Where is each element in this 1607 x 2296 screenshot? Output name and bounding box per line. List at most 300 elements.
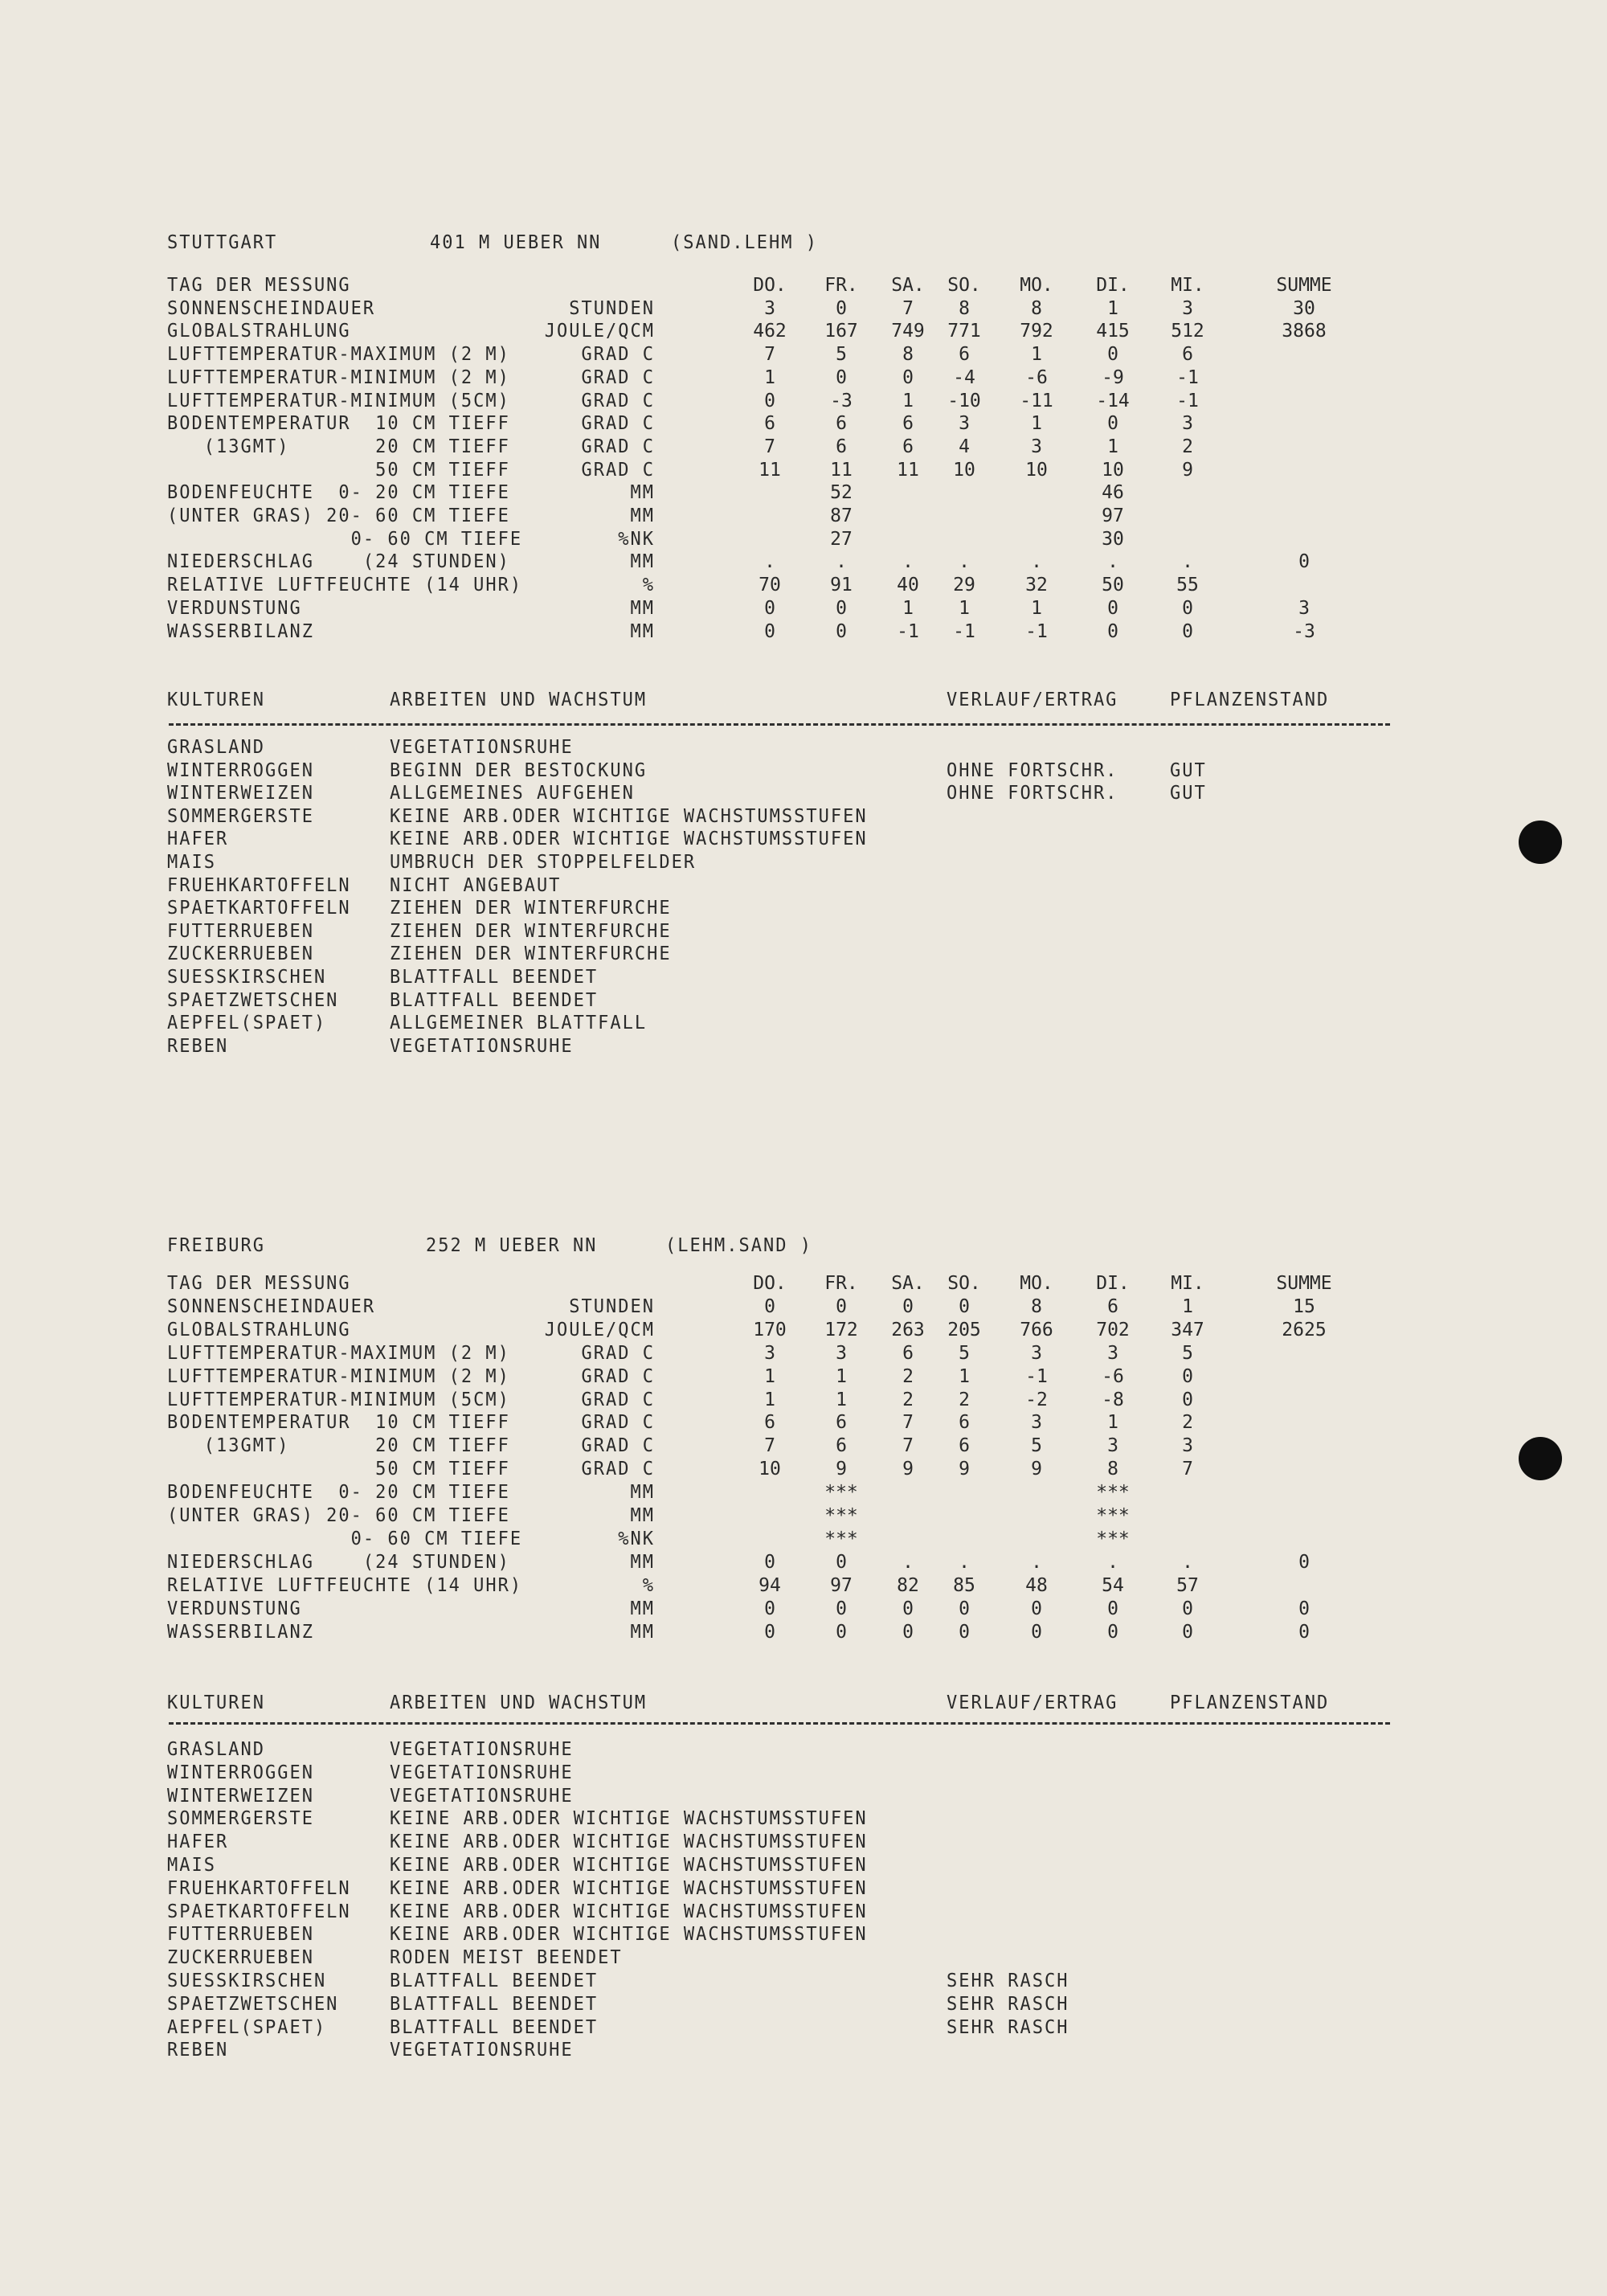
table-cell: . [1107,551,1118,573]
culture-name: GRASLAND [167,737,265,759]
table-cell: 0 [836,620,847,642]
summe-cell: 15 [1293,1295,1315,1317]
culture-work: VEGETATIONSRUHE [390,1785,574,1807]
parameter-label: LUFTTEMPERATUR-MINIMUM (5CM) [167,1389,510,1410]
summe-cell: 0 [1298,1551,1310,1573]
summe-header: SUMME [1276,1273,1332,1294]
table-cell: 0 [902,366,914,388]
table-cell: 3 [836,1342,847,1364]
table-cell: . [1182,551,1193,573]
unit-label: MM [630,620,655,642]
unit-label: GRAD C [581,1459,655,1480]
table-cell: 0 [1182,597,1193,619]
table-cell: 0 [1031,1598,1042,1619]
table-cell: 7 [764,436,775,457]
table-cell: *** [824,1482,858,1504]
culture-name: WINTERWEIZEN [167,1785,314,1807]
culture-verlauf: SEHR RASCH [947,2016,1069,2038]
culture-work: UMBRUCH DER STOPPELFELDER [390,852,697,874]
table-cell: 2 [959,1389,970,1410]
culture-work: ALLGEMEINES AUFGEHEN [390,783,635,804]
parameter-label: WASSERBILANZ [167,1621,314,1643]
table-cell: . [836,551,847,573]
table-cell: 8 [959,297,970,319]
culture-stand: GUT [1170,759,1207,781]
table-cell: 0 [1182,1598,1193,1619]
table-cell: 0 [764,1295,775,1317]
table-cell: 3 [1182,297,1193,319]
unit-label: GRAD C [581,366,655,389]
table-cell: *** [824,1505,858,1526]
parameter-label: (UNTER GRAS) 20- 60 CM TIEFE [167,505,510,527]
table-cell: 3 [1107,1342,1118,1364]
table-cell: *** [1096,1528,1130,1549]
culture-header-kulturen: KULTUREN [167,690,265,711]
table-cell: 3 [1182,413,1193,435]
table-cell: 97 [1102,505,1124,526]
parameter-label: GLOBALSTRAHLUNG [167,321,351,342]
culture-work: VEGETATIONSRUHE [390,737,574,759]
table-cell: 462 [753,321,787,342]
table-cell: 54 [1102,1574,1124,1596]
culture-name: AEPFEL(SPAET) [167,2016,327,2038]
table-cell: 702 [1096,1319,1130,1340]
station-soil: (SAND.LEHM ) [671,232,818,254]
table-cell: -10 [947,390,981,411]
table-cell: 11 [830,459,853,481]
culture-work: KEINE ARB.ODER WICHTIGE WACHSTUMSSTUFEN [390,829,868,850]
culture-work: KEINE ARB.ODER WICHTIGE WACHSTUMSSTUFEN [390,1808,868,1830]
unit-label: GRAD C [581,436,655,458]
culture-work: BLATTFALL BEENDET [390,2016,599,2038]
summe-cell: -3 [1293,620,1315,642]
day-header: FR. [824,1273,858,1294]
parameter-label: NIEDERSCHLAG (24 STUNDEN) [167,1551,510,1574]
parameter-label: RELATIVE LUFTFEUCHTE (14 UHR) [167,575,523,596]
table-cell: 8 [1107,1459,1118,1480]
table-cell: 0 [764,597,775,619]
parameter-label: WASSERBILANZ [167,620,314,642]
day-header: DI. [1096,1273,1130,1294]
table-cell: . [1107,1551,1118,1573]
table-cell: 0 [1107,1598,1118,1619]
table-cell: 8 [1031,1295,1042,1317]
station-soil: (LEHM.SAND ) [665,1235,812,1257]
table-cell: 10 [1025,459,1048,481]
unit-label: MM [630,1551,655,1574]
table-cell: 40 [897,575,919,596]
table-cell: 263 [891,1319,925,1340]
table-cell: 7 [902,297,914,319]
table-cell: 0 [836,1295,847,1317]
punch-hole [1519,1437,1562,1480]
culture-work: KEINE ARB.ODER WICHTIGE WACHSTUMSSTUFEN [390,1831,868,1853]
unit-label: GRAD C [581,413,655,435]
parameter-label: (UNTER GRAS) 20- 60 CM TIEFE [167,1505,510,1527]
culture-work: VEGETATIONSRUHE [390,2040,574,2061]
table-cell: 0 [959,1598,970,1619]
table-cell: 1 [959,597,970,619]
unit-label: %NK [618,528,655,550]
culture-verlauf: SEHR RASCH [947,1971,1069,1992]
table-cell: -14 [1096,390,1130,411]
day-header: SA. [891,1273,925,1294]
day-header: MI. [1171,275,1204,296]
table-cell: 9 [902,1459,914,1480]
unit-label: GRAD C [581,1342,655,1364]
culture-header-verlauf: VERLAUF/ERTRAG [947,1692,1118,1714]
table-cell: 1 [836,1389,847,1410]
table-cell: 3 [1107,1435,1118,1457]
table-cell: 0 [836,1551,847,1573]
culture-name: ZUCKERRUEBEN [167,943,314,965]
parameter-label: (13GMT) 20 CM TIEFF [167,436,510,458]
unit-label: STUNDEN [569,297,655,319]
table-cell: 0 [764,620,775,642]
table-cell: 6 [1182,344,1193,366]
table-cell: 9 [836,1459,847,1480]
culture-header-verlauf: VERLAUF/ERTRAG [947,690,1118,711]
summe-header: SUMME [1276,275,1332,296]
culture-name: SPAETZWETSCHEN [167,989,339,1011]
table-cell: 0 [1107,1621,1118,1643]
table-cell: 6 [836,413,847,435]
unit-label: JOULE/QCM [544,321,655,342]
culture-work: ZIEHEN DER WINTERFURCHE [390,920,672,943]
table-cell: -11 [1020,390,1053,411]
summe-cell: 0 [1298,1621,1310,1643]
culture-name: HAFER [167,1831,229,1853]
table-cell: . [959,551,970,573]
table-cell: -1 [1176,366,1199,388]
punch-hole [1519,821,1562,864]
table-cell: 0 [764,1551,775,1573]
parameter-label: TAG DER MESSUNG [167,1273,351,1295]
parameter-label: BODENFEUCHTE 0- 20 CM TIEFE [167,482,510,504]
table-cell: 415 [1096,321,1130,342]
table-cell: 6 [959,1412,970,1434]
culture-name: SPAETKARTOFFELN [167,1901,351,1922]
culture-name: FRUEHKARTOFFELN [167,874,351,896]
culture-header-stand: PFLANZENSTAND [1170,690,1330,711]
table-cell: 0 [764,390,775,411]
culture-name: SOMMERGERSTE [167,1808,314,1830]
table-cell: 1 [1107,297,1118,319]
table-cell: -8 [1102,1389,1124,1410]
table-cell: 1 [1031,413,1042,435]
culture-stand: GUT [1170,783,1207,804]
culture-work: KEINE ARB.ODER WICHTIGE WACHSTUMSSTUFEN [390,1901,868,1922]
table-cell: 0 [1107,597,1118,619]
parameter-label: LUFTTEMPERATUR-MINIMUM (2 M) [167,366,510,389]
parameter-label: NIEDERSCHLAG (24 STUNDEN) [167,551,510,573]
table-cell: 6 [836,436,847,457]
table-cell: 1 [836,1365,847,1387]
culture-work: BLATTFALL BEENDET [390,1993,599,2016]
table-cell: 3 [959,413,970,435]
table-cell: 6 [959,1435,970,1457]
table-cell: . [1031,551,1042,573]
table-cell: 3 [1031,436,1042,457]
table-cell: 0 [836,597,847,619]
table-cell: 1 [764,1389,775,1410]
table-cell: 5 [836,344,847,366]
table-cell: . [1031,1551,1042,1573]
table-cell: 1 [959,1365,970,1387]
day-header: SO. [947,275,981,296]
table-cell: 205 [947,1319,981,1340]
culture-name: SOMMERGERSTE [167,805,314,828]
table-cell: 3 [764,1342,775,1364]
table-cell: 0 [836,1621,847,1643]
summe-cell: 0 [1298,1598,1310,1619]
culture-name: GRASLAND [167,1739,265,1761]
table-cell: 0 [1182,1389,1193,1410]
table-cell: 8 [1031,297,1042,319]
day-header: FR. [824,275,858,296]
table-cell: 50 [1102,575,1124,596]
culture-work: ZIEHEN DER WINTERFURCHE [390,943,672,965]
unit-label: MM [630,482,655,504]
culture-header-stand: PFLANZENSTAND [1170,1692,1330,1714]
table-cell: 1 [1107,436,1118,457]
table-cell: . [764,551,775,573]
table-cell: 7 [764,344,775,366]
culture-name: REBEN [167,1035,229,1058]
culture-work: VEGETATIONSRUHE [390,1739,574,1761]
table-cell: 46 [1102,482,1124,504]
culture-work: KEINE ARB.ODER WICHTIGE WACHSTUMSSTUFEN [390,805,868,828]
table-cell: 0 [836,297,847,319]
table-cell: 0 [902,1621,914,1643]
culture-work: NICHT ANGEBAUT [390,874,562,896]
table-cell: 0 [1031,1621,1042,1643]
culture-verlauf: SEHR RASCH [947,1993,1069,2016]
parameter-label: BODENFEUCHTE 0- 20 CM TIEFE [167,1482,510,1504]
table-cell: 11 [897,459,919,481]
dashed-divider [169,1722,1390,1725]
table-cell: 6 [836,1435,847,1457]
parameter-label: RELATIVE LUFTFEUCHTE (14 UHR) [167,1574,523,1596]
table-cell: 172 [824,1319,858,1340]
table-cell: 1 [1031,597,1042,619]
table-cell: 0 [959,1621,970,1643]
day-header: DO. [753,1273,787,1294]
culture-name: SPAETZWETSCHEN [167,1993,339,2016]
unit-label: MM [630,505,655,527]
summe-cell: 3 [1298,597,1310,619]
culture-verlauf: OHNE FORTSCHR. [947,783,1118,804]
table-cell: 9 [1031,1459,1042,1480]
dashed-divider [169,723,1390,726]
table-cell: 3 [1031,1342,1042,1364]
table-cell: 5 [959,1342,970,1364]
culture-work: RODEN MEIST BEENDET [390,1947,623,1969]
table-cell: -9 [1102,366,1124,388]
table-cell: -1 [1025,1365,1048,1387]
table-cell: 8 [902,344,914,366]
summe-cell: 30 [1293,297,1315,319]
culture-name: MAIS [167,852,216,874]
summe-cell: 2625 [1282,1319,1327,1340]
table-cell: 1 [1182,1295,1193,1317]
table-cell: 512 [1171,321,1204,342]
table-cell: *** [1096,1482,1130,1504]
table-cell: 6 [902,436,914,457]
table-cell: 48 [1025,1574,1048,1596]
table-cell: 7 [902,1435,914,1457]
table-cell: 0 [1182,620,1193,642]
parameter-label: GLOBALSTRAHLUNG [167,1319,351,1341]
table-cell: 3 [1182,1435,1193,1457]
table-cell: 6 [764,413,775,435]
table-cell: . [959,1551,970,1573]
table-cell: 1 [902,597,914,619]
table-cell: 7 [1182,1459,1193,1480]
table-cell: -6 [1102,1365,1124,1387]
unit-label: GRAD C [581,1389,655,1410]
table-cell: 1 [764,1365,775,1387]
unit-label: GRAD C [581,1435,655,1457]
culture-name: WINTERWEIZEN [167,783,314,804]
unit-label: MM [630,1598,655,1619]
day-header: DI. [1096,275,1130,296]
culture-header-arbeiten: ARBEITEN UND WACHSTUM [390,1692,648,1714]
day-header: MI. [1171,1273,1204,1294]
parameter-label: 0- 60 CM TIEFE [167,1528,523,1550]
table-cell: 6 [1107,1295,1118,1317]
culture-name: AEPFEL(SPAET) [167,1013,327,1034]
culture-verlauf: OHNE FORTSCHR. [947,759,1118,781]
table-cell: 347 [1171,1319,1204,1340]
culture-header-kulturen: KULTUREN [167,1692,265,1714]
parameter-label: BODENTEMPERATUR 10 CM TIEFF [167,1412,510,1434]
table-cell: -1 [897,620,919,642]
table-cell: 766 [1020,1319,1053,1340]
table-cell: -1 [1176,390,1199,411]
unit-label: % [642,1574,655,1596]
summe-cell: 3868 [1282,321,1327,342]
day-header: SO. [947,1273,981,1294]
culture-work: KEINE ARB.ODER WICHTIGE WACHSTUMSSTUFEN [390,1924,868,1946]
culture-work: VEGETATIONSRUHE [390,1762,574,1784]
culture-name: SUESSKIRSCHEN [167,967,327,988]
culture-work: VEGETATIONSRUHE [390,1035,574,1058]
parameter-label: VERDUNSTUNG [167,597,302,620]
table-cell: 4 [959,436,970,457]
parameter-label: SONNENSCHEINDAUER [167,1295,376,1318]
station-name: FREIBURG [167,1235,265,1257]
culture-name: MAIS [167,1855,216,1876]
parameter-label: TAG DER MESSUNG [167,275,351,297]
culture-name: SUESSKIRSCHEN [167,1971,327,1992]
table-cell: . [902,551,914,573]
table-cell: 7 [902,1412,914,1434]
culture-name: FUTTERRUEBEN [167,1924,314,1946]
parameter-label: VERDUNSTUNG [167,1598,302,1619]
parameter-label: 50 CM TIEFF [167,1459,510,1480]
table-cell: 2 [902,1365,914,1387]
parameter-label: LUFTTEMPERATUR-MAXIMUM (2 M) [167,1342,510,1364]
parameter-label: LUFTTEMPERATUR-MINIMUM (5CM) [167,390,510,411]
table-cell: 771 [947,321,981,342]
unit-label: MM [630,1482,655,1504]
table-cell: 2 [1182,436,1193,457]
unit-label: MM [630,1621,655,1643]
unit-label: GRAD C [581,390,655,411]
culture-work: ALLGEMEINER BLATTFALL [390,1013,648,1034]
table-cell: 11 [759,459,781,481]
table-cell: 57 [1176,1574,1199,1596]
table-cell: 167 [824,321,858,342]
table-cell: . [1182,1551,1193,1573]
table-cell: 29 [953,575,975,596]
table-cell: 5 [1182,1342,1193,1364]
table-cell: 32 [1025,575,1048,596]
table-cell: 82 [897,1574,919,1596]
table-cell: -1 [1025,620,1048,642]
table-cell: 70 [759,575,781,596]
unit-label: GRAD C [581,459,655,481]
unit-label: MM [630,1505,655,1527]
culture-work: BEGINN DER BESTOCKUNG [390,759,648,781]
table-cell: 0 [1107,620,1118,642]
parameter-label: LUFTTEMPERATUR-MINIMUM (2 M) [167,1365,510,1387]
culture-name: WINTERROGGEN [167,759,314,781]
table-cell: 0 [764,1621,775,1643]
unit-label: GRAD C [581,344,655,366]
table-cell: 87 [830,505,853,526]
table-cell: 1 [1031,344,1042,366]
table-cell: 94 [759,1574,781,1596]
culture-work: BLATTFALL BEENDET [390,989,599,1011]
table-cell: 0 [1182,1365,1193,1387]
table-cell: 0 [1182,1621,1193,1643]
parameter-label: 0- 60 CM TIEFE [167,528,523,550]
day-header: MO. [1020,1273,1053,1294]
table-cell: 2 [902,1389,914,1410]
table-cell: 0 [1107,413,1118,435]
table-cell: -3 [830,390,853,411]
table-cell: 30 [1102,528,1124,550]
station-elevation: 252 M UEBER NN [426,1235,598,1257]
day-header: SA. [891,275,925,296]
table-cell: 6 [959,344,970,366]
culture-name: FRUEHKARTOFFELN [167,1877,351,1900]
parameter-label: SONNENSCHEINDAUER [167,297,376,319]
table-cell: 1 [902,390,914,411]
table-cell: 91 [830,575,853,596]
culture-work: BLATTFALL BEENDET [390,967,599,988]
summe-cell: 0 [1298,551,1310,573]
table-cell: 0 [764,1598,775,1619]
table-cell: 3 [1031,1412,1042,1434]
culture-work: KEINE ARB.ODER WICHTIGE WACHSTUMSSTUFEN [390,1877,868,1900]
table-cell: 7 [764,1435,775,1457]
table-cell: 0 [836,366,847,388]
table-cell: 0 [959,1295,970,1317]
table-cell: 3 [764,297,775,319]
culture-name: ZUCKERRUEBEN [167,1947,314,1969]
table-cell: -6 [1025,366,1048,388]
table-cell: 5 [1031,1435,1042,1457]
table-cell: 6 [764,1412,775,1434]
culture-name: REBEN [167,2040,229,2061]
table-cell: 10 [759,1459,781,1480]
table-cell: 1 [764,366,775,388]
parameter-label: BODENTEMPERATUR 10 CM TIEFF [167,413,510,435]
unit-label: JOULE/QCM [544,1319,655,1341]
